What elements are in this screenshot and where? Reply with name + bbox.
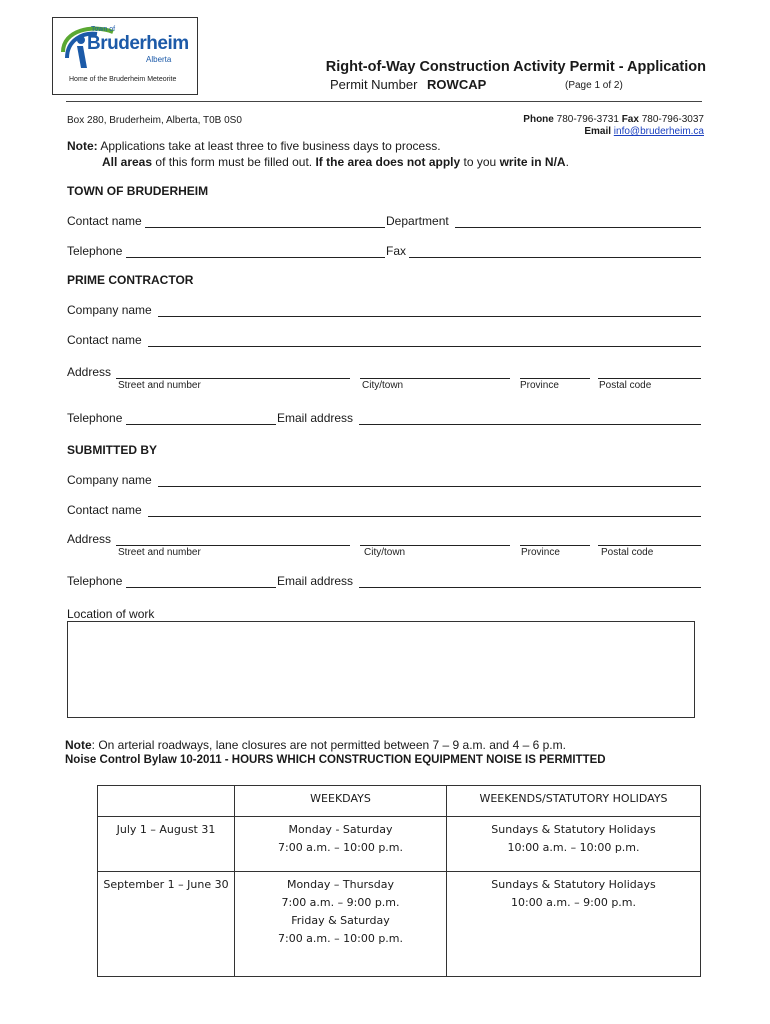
weekends-cell bbox=[447, 817, 701, 872]
period-cell bbox=[98, 817, 235, 872]
email-label: Email bbox=[584, 126, 612, 137]
town-telephone-label: Telephone bbox=[67, 244, 123, 258]
note-label: Note: bbox=[67, 139, 98, 153]
weekdays-text: Monday – Thursday bbox=[286, 878, 395, 891]
prime-telephone-field[interactable] bbox=[126, 410, 276, 425]
weekdays-cell bbox=[235, 817, 447, 872]
table-header-cell: WEEKENDS/STATUTORY HOLIDAYS bbox=[447, 786, 701, 817]
town-fax-label: Fax bbox=[386, 244, 407, 258]
prime-email-field[interactable] bbox=[359, 410, 701, 425]
prime-contact-field[interactable] bbox=[148, 332, 701, 347]
submitted-email-label: Email address bbox=[277, 574, 354, 588]
permit-number-label: Permit Number bbox=[330, 77, 418, 92]
submitted-postal-field[interactable] bbox=[598, 531, 701, 546]
page-indicator: (Page 1 of 2) bbox=[565, 80, 623, 91]
town-contact-name-field[interactable] bbox=[145, 213, 385, 228]
town-contact-info bbox=[420, 114, 704, 138]
section-town-heading: TOWN OF BRUDERHEIM bbox=[67, 184, 209, 198]
period-text: July 1 – August 31 bbox=[116, 823, 216, 836]
prime-city-field[interactable] bbox=[360, 364, 510, 379]
weekends-text: Sundays & Statutory Holidays bbox=[491, 823, 656, 836]
prime-contact-label: Contact name bbox=[67, 333, 142, 347]
lane-closure-note-label: Note bbox=[65, 738, 92, 752]
weekends-text: 10:00 a.m. – 9:00 p.m. bbox=[510, 896, 637, 909]
prime-email-label: Email address bbox=[277, 411, 354, 425]
weekdays-text: Friday & Saturday bbox=[291, 914, 390, 927]
prime-street-caption: Street and number bbox=[118, 380, 201, 391]
town-logo bbox=[52, 17, 198, 95]
logo-province: Alberta bbox=[146, 55, 172, 64]
submitted-province-field[interactable] bbox=[520, 531, 590, 546]
submitted-telephone-field[interactable] bbox=[126, 573, 276, 588]
prime-city-caption: City/town bbox=[362, 380, 404, 391]
instructions-note bbox=[67, 138, 569, 170]
submitted-province-caption: Province bbox=[521, 547, 560, 558]
lane-closure-note bbox=[65, 738, 566, 752]
weekends-cell bbox=[447, 872, 701, 977]
note-text-2: to you bbox=[463, 155, 497, 169]
fax-number: 780-796-3037 bbox=[641, 114, 704, 125]
table-header-cell: WEEKDAYS bbox=[235, 786, 447, 817]
logo-name: Bruderheim bbox=[87, 33, 189, 54]
location-of-work-field[interactable] bbox=[67, 621, 695, 718]
town-fax-field[interactable] bbox=[409, 243, 701, 258]
prime-province-caption: Province bbox=[520, 380, 559, 391]
submitted-email-field[interactable] bbox=[359, 573, 701, 588]
weekends-text: Sundays & Statutory Holidays bbox=[491, 878, 656, 891]
hours-table bbox=[97, 785, 701, 977]
prime-address-label: Address bbox=[67, 365, 112, 379]
submitted-company-label: Company name bbox=[67, 473, 152, 487]
weekdays-text: Monday - Saturday bbox=[288, 823, 393, 836]
period-text: September 1 – June 30 bbox=[103, 878, 229, 891]
logo-tagline: Home of the Bruderheim Meteorite bbox=[69, 76, 177, 83]
submitted-postal-caption: Postal code bbox=[601, 547, 654, 558]
note-all-areas: All areas bbox=[102, 155, 153, 169]
submitted-company-field[interactable] bbox=[158, 472, 701, 487]
submitted-street-field[interactable] bbox=[116, 531, 350, 546]
note-text-1: of this form must be filled out. bbox=[155, 155, 313, 169]
prime-postal-caption: Postal code bbox=[599, 380, 652, 391]
permit-number-value: ROWCAP bbox=[427, 77, 487, 92]
submitted-contact-field[interactable] bbox=[148, 502, 701, 517]
note-if-not-apply: If the area does not apply bbox=[315, 155, 461, 169]
weekdays-cell bbox=[235, 872, 447, 977]
note-end: . bbox=[565, 155, 569, 169]
table-header-row bbox=[98, 786, 701, 817]
submitted-contact-label: Contact name bbox=[67, 503, 142, 517]
weekends-text: 10:00 a.m. – 10:00 p.m. bbox=[507, 841, 640, 854]
weekdays-text: 7:00 a.m. – 9:00 p.m. bbox=[281, 896, 400, 909]
town-address: Box 280, Bruderheim, Alberta, T0B 0S0 bbox=[67, 115, 242, 126]
submitted-city-caption: City/town bbox=[364, 547, 406, 558]
fax-label: Fax bbox=[621, 114, 639, 125]
submitted-city-field[interactable] bbox=[360, 531, 510, 546]
permit-number-row bbox=[330, 77, 637, 92]
phone-number: 780-796-3731 bbox=[556, 114, 619, 125]
table-row bbox=[98, 817, 701, 872]
section-submitted-heading: SUBMITTED BY bbox=[67, 443, 157, 457]
town-contact-name-label: Contact name bbox=[67, 214, 142, 228]
page-title: Right-of-Way Construction Activity Permit - Application bbox=[325, 59, 706, 75]
town-department-field[interactable] bbox=[455, 213, 701, 228]
header-divider bbox=[66, 101, 702, 102]
submitted-address-label: Address bbox=[67, 532, 112, 546]
weekdays-text: 7:00 a.m. – 10:00 p.m. bbox=[277, 841, 404, 854]
location-of-work-label: Location of work bbox=[67, 607, 155, 621]
prime-company-label: Company name bbox=[67, 303, 152, 317]
email-link[interactable]: info@bruderheim.ca bbox=[613, 126, 704, 137]
table-header-cell bbox=[98, 786, 235, 817]
weekdays-text: 7:00 a.m. – 10:00 p.m. bbox=[277, 932, 404, 945]
note-line-1: Applications take at least three to five business days to process. bbox=[100, 139, 441, 153]
logo-top-text: Town of bbox=[91, 26, 116, 33]
section-prime-heading: PRIME CONTRACTOR bbox=[67, 273, 194, 287]
town-department-label: Department bbox=[386, 214, 449, 228]
prime-province-field[interactable] bbox=[520, 364, 590, 379]
submitted-street-caption: Street and number bbox=[118, 547, 201, 558]
table-row bbox=[98, 872, 701, 977]
town-telephone-field[interactable] bbox=[126, 243, 385, 258]
period-cell bbox=[98, 872, 235, 977]
prime-postal-field[interactable] bbox=[598, 364, 701, 379]
prime-street-field[interactable] bbox=[116, 364, 350, 379]
submitted-telephone-label: Telephone bbox=[67, 574, 123, 588]
lane-closure-note-text: : On arterial roadways, lane closures are not permitted between 7 – 9 a.m. and 4 – 6 p.m. bbox=[91, 738, 566, 752]
prime-company-field[interactable] bbox=[158, 302, 701, 317]
prime-telephone-label: Telephone bbox=[67, 411, 123, 425]
noise-bylaw-heading: Noise Control Bylaw 10-2011 - HOURS WHICH CONSTRUCTION EQUIPMENT NOISE IS PERMITTED bbox=[65, 754, 606, 766]
note-write-na: write in N/A bbox=[499, 155, 566, 169]
phone-label: Phone bbox=[523, 114, 554, 125]
